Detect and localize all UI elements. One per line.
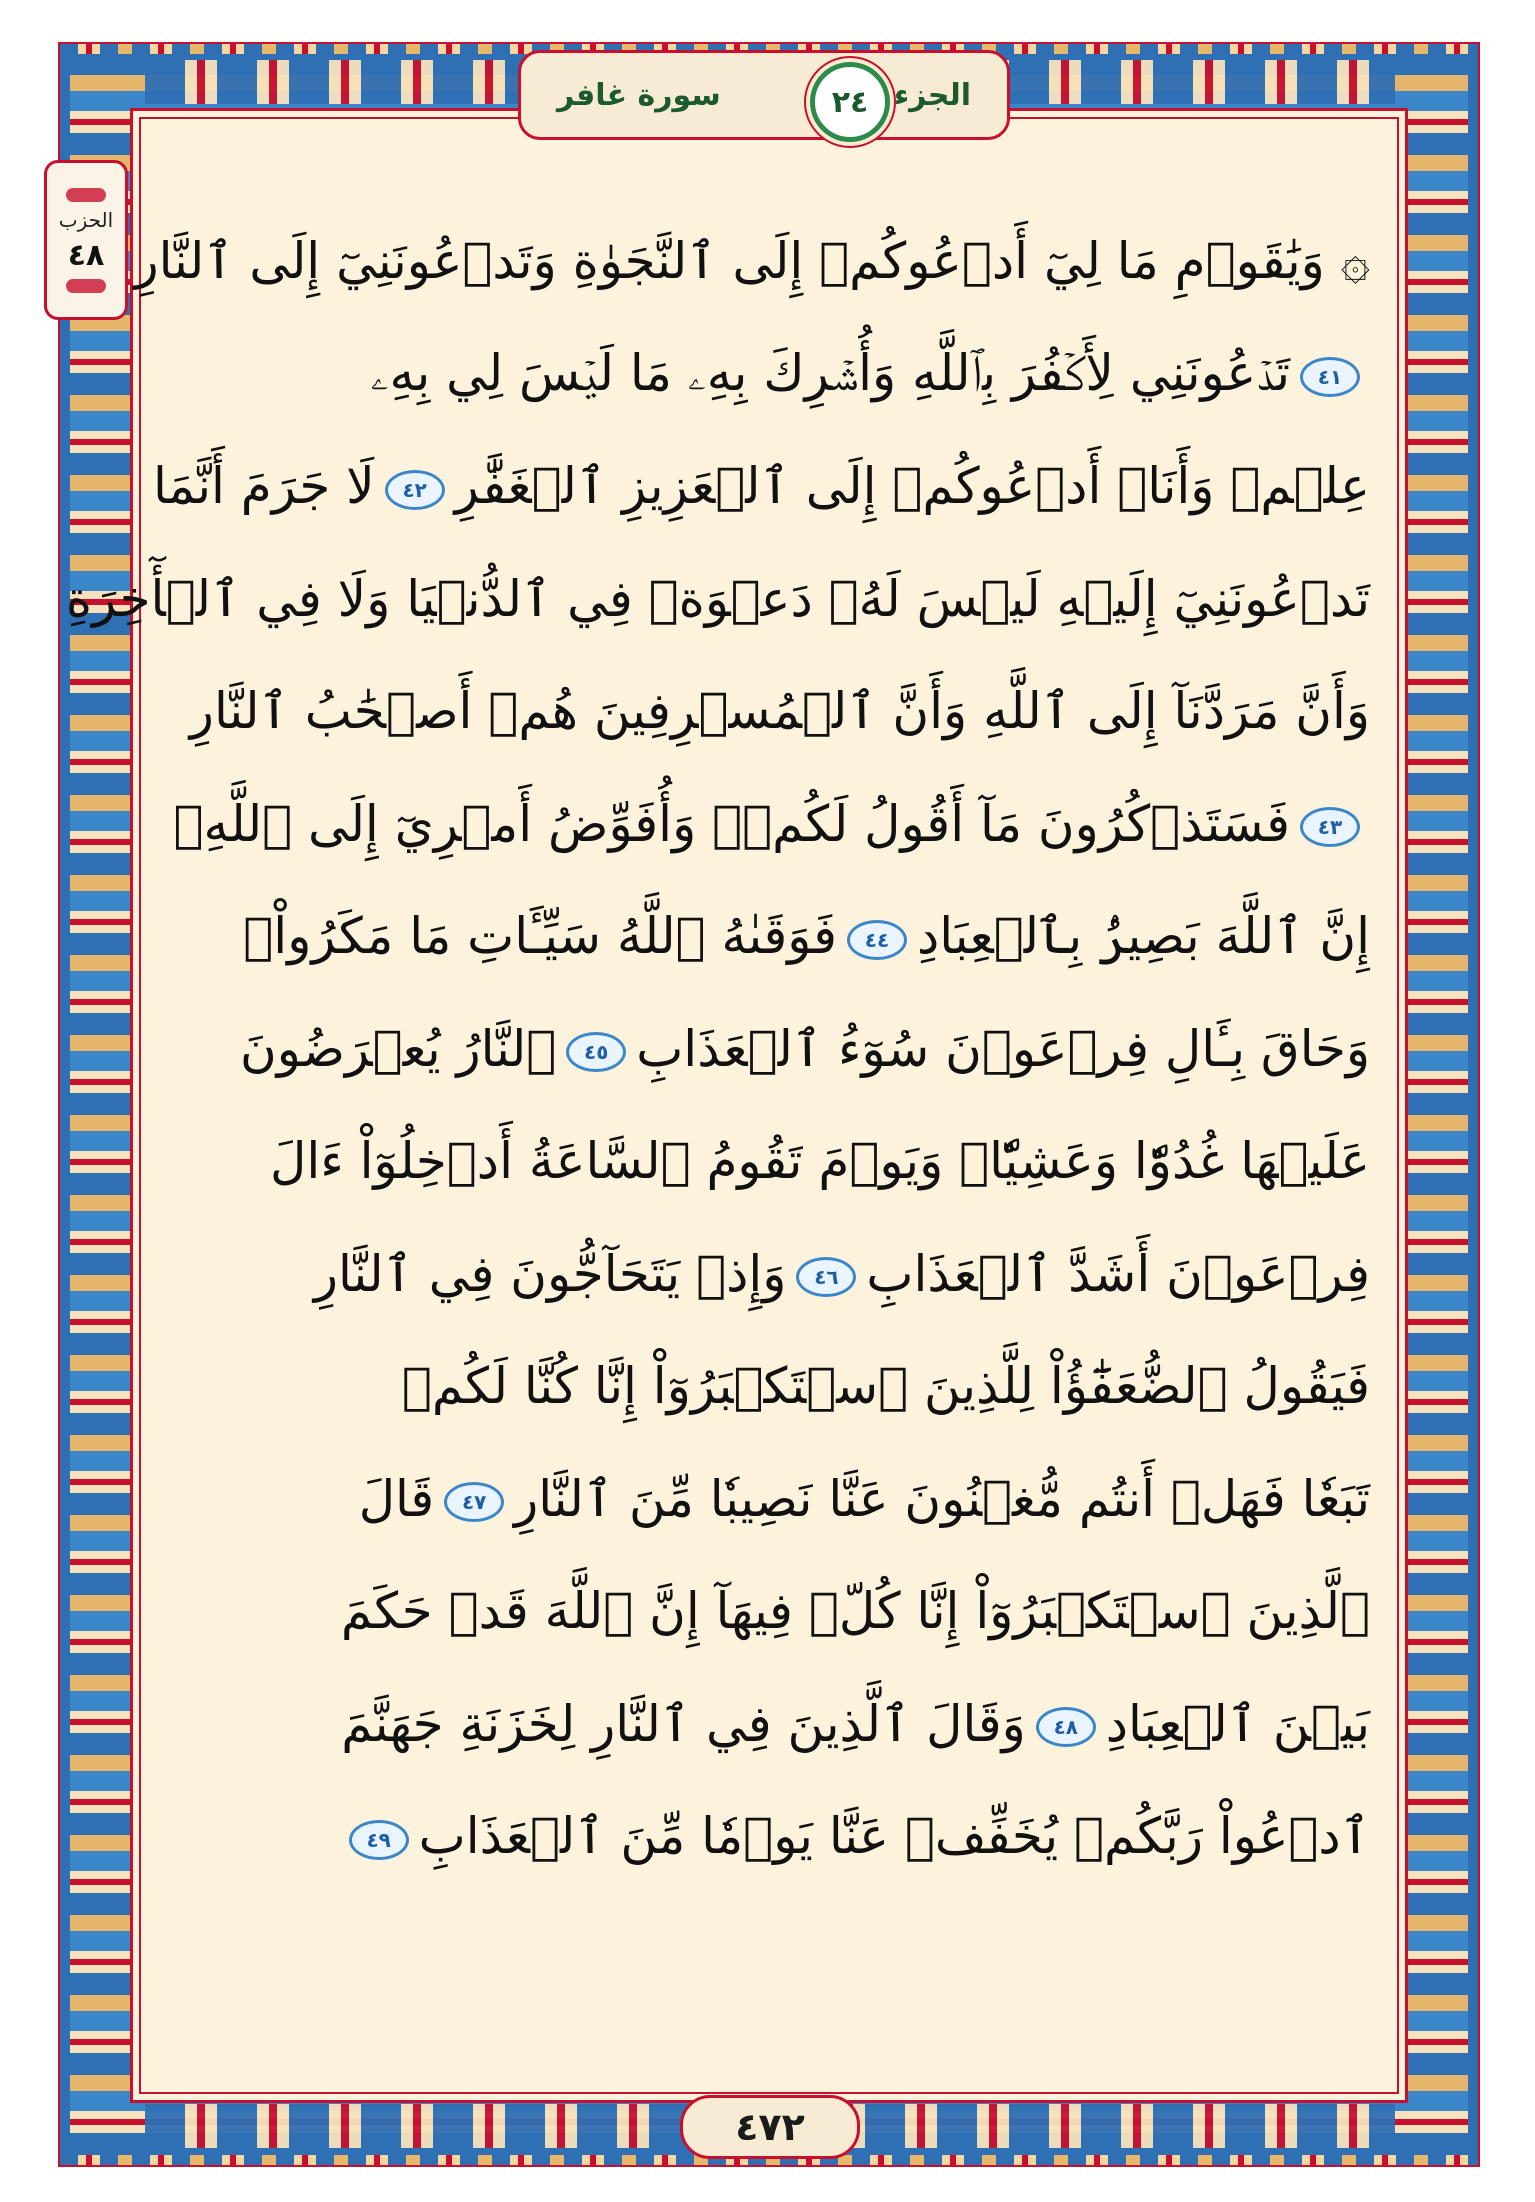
- text-line: [170, 993, 1370, 1106]
- text-line: [170, 1443, 1370, 1556]
- line-text: إِنَّ ٱللَّهَ بَصِيرُۢ بِٱلۡعِبَادِ: [916, 907, 1370, 966]
- text-line: [170, 1780, 1370, 1893]
- line-text-tail: لَا جَرَمَ أَنَّمَا: [152, 457, 375, 516]
- text-line: [170, 1668, 1370, 1781]
- hizb-marker: [44, 160, 128, 320]
- text-line: [170, 318, 1370, 431]
- hizb-label: الحزب: [58, 207, 114, 232]
- line-text-tail: وَقَالَ ٱلَّذِينَ فِي ٱلنَّارِ لِخَزَنَةِ جَهَنَّمَ: [341, 1694, 1026, 1753]
- line-text: تَدۡعُونَنِي لِأَكۡفُرَ بِٱللَّهِ وَأُشۡرِكَ بِهِۦ مَا لَيۡسَ لِي بِهِۦ: [370, 344, 1290, 403]
- line-text: عَلَيۡهَا غُدُوّٗا وَعَشِيّٗاۚ وَيَوۡمَ تَقُومُ ٱلسَّاعَةُ أَدۡخِلُوٓاْ ءَالَ: [270, 1132, 1370, 1191]
- juz-number-badge: ٢٤: [810, 62, 890, 142]
- text-line: [152, 430, 1370, 543]
- line-text: تَدۡعُونَنِيٓ إِلَيۡهِ لَيۡسَ لَهُۥ دَعۡوَةٞ فِي ٱلدُّنۡيَا وَلَا فِي ٱلۡأٓخِرَةِ: [65, 569, 1370, 628]
- line-text: فَسَتَذۡكُرُونَ مَآ أَقُولُ لَكُمۡۚ وَأُفَوِّضُ أَمۡرِيٓ إِلَى ٱللَّهِۚ: [173, 794, 1290, 853]
- ayah-number-marker: ٤٨: [1036, 1707, 1096, 1747]
- line-text-tail: قَالَ: [358, 1469, 435, 1528]
- line-text: تَبَعٗا فَهَلۡ أَنتُم مُّغۡنُونَ عَنَّا نَصِيبٗا مِّنَ ٱلنَّارِ: [514, 1469, 1370, 1528]
- page-header: [518, 50, 1010, 140]
- line-text: فَيَقُولُ ٱلضُّعَفَٰٓؤُاْ لِلَّذِينَ ٱسۡتَكۡبَرُوٓاْ إِنَّا كُنَّا لَكُمۡ: [401, 1357, 1370, 1416]
- ayah-number-marker: ٤٢: [385, 470, 445, 510]
- line-text: فِرۡعَوۡنَ أَشَدَّ ٱلۡعَذَابِ: [866, 1244, 1370, 1303]
- text-line: [170, 655, 1370, 768]
- text-line: [170, 1218, 1370, 1331]
- line-text: ۞ وَيَٰقَوۡمِ مَا لِيٓ أَدۡعُوكُمۡ إِلَى ٱلنَّجَوٰةِ وَتَدۡعُونَنِيٓ إِلَى ٱلنَّارِ: [134, 232, 1370, 291]
- text-line: [170, 1330, 1370, 1443]
- ayah-number-marker: ٤٥: [566, 1032, 626, 1072]
- text-line: [170, 1105, 1370, 1218]
- text-line: [65, 543, 1370, 656]
- text-line: [170, 1555, 1370, 1668]
- line-text: ٱدۡعُواْ رَبَّكُمۡ يُخَفِّفۡ عَنَّا يَوۡمٗا مِّنَ ٱلۡعَذَابِ: [418, 1807, 1370, 1866]
- surah-label: سورة غافر: [557, 77, 721, 113]
- juz-label: الجزء: [893, 77, 971, 113]
- ayah-number-marker: ٤٧: [444, 1482, 504, 1522]
- hizb-ornament-icon: [66, 279, 106, 293]
- line-text: وَأَنَّ مَرَدَّنَآ إِلَى ٱللَّهِ وَأَنَّ ٱلۡمُسۡرِفِينَ هُمۡ أَصۡحَٰبُ ٱلنَّارِ: [189, 682, 1370, 741]
- line-text: بَيۡنَ ٱلۡعِبَادِ: [1105, 1694, 1370, 1753]
- line-text-tail: وَإِذۡ يَتَحَآجُّونَ فِي ٱلنَّارِ: [313, 1244, 787, 1303]
- line-text: وَحَاقَ بِـَٔالِ فِرۡعَوۡنَ سُوٓءُ ٱلۡعَذَابِ: [636, 1019, 1370, 1078]
- page-number: ٤٧٢: [680, 2095, 860, 2159]
- ayah-number-marker: ٤١: [1300, 357, 1360, 397]
- ayah-number-marker: ٤٤: [847, 920, 907, 960]
- hizb-ornament-icon: [66, 188, 106, 202]
- hizb-number: ٤٨: [67, 237, 105, 273]
- text-line: [134, 205, 1370, 318]
- ayah-number-marker: ٤٦: [796, 1257, 856, 1297]
- ayah-number-marker: ٤٣: [1300, 807, 1360, 847]
- text-line: [170, 768, 1370, 881]
- line-text: ٱلَّذِينَ ٱسۡتَكۡبَرُوٓاْ إِنَّا كُلّٞ فِيهَآ إِنَّ ٱللَّهَ قَدۡ حَكَمَ: [340, 1582, 1370, 1641]
- ayah-number-marker: ٤٩: [349, 1820, 409, 1860]
- text-line: [170, 880, 1370, 993]
- line-text-tail: فَوَقَىٰهُ ٱللَّهُ سَيِّـَٔاتِ مَا مَكَرُواْۖ: [243, 907, 837, 966]
- line-text-tail: ٱلنَّارُ يُعۡرَضُونَ: [239, 1019, 557, 1078]
- line-text: عِلۡمٞ وَأَنَا۠ أَدۡعُوكُمۡ إِلَى ٱلۡعَزِيزِ ٱلۡغَفَّٰرِ: [454, 457, 1370, 516]
